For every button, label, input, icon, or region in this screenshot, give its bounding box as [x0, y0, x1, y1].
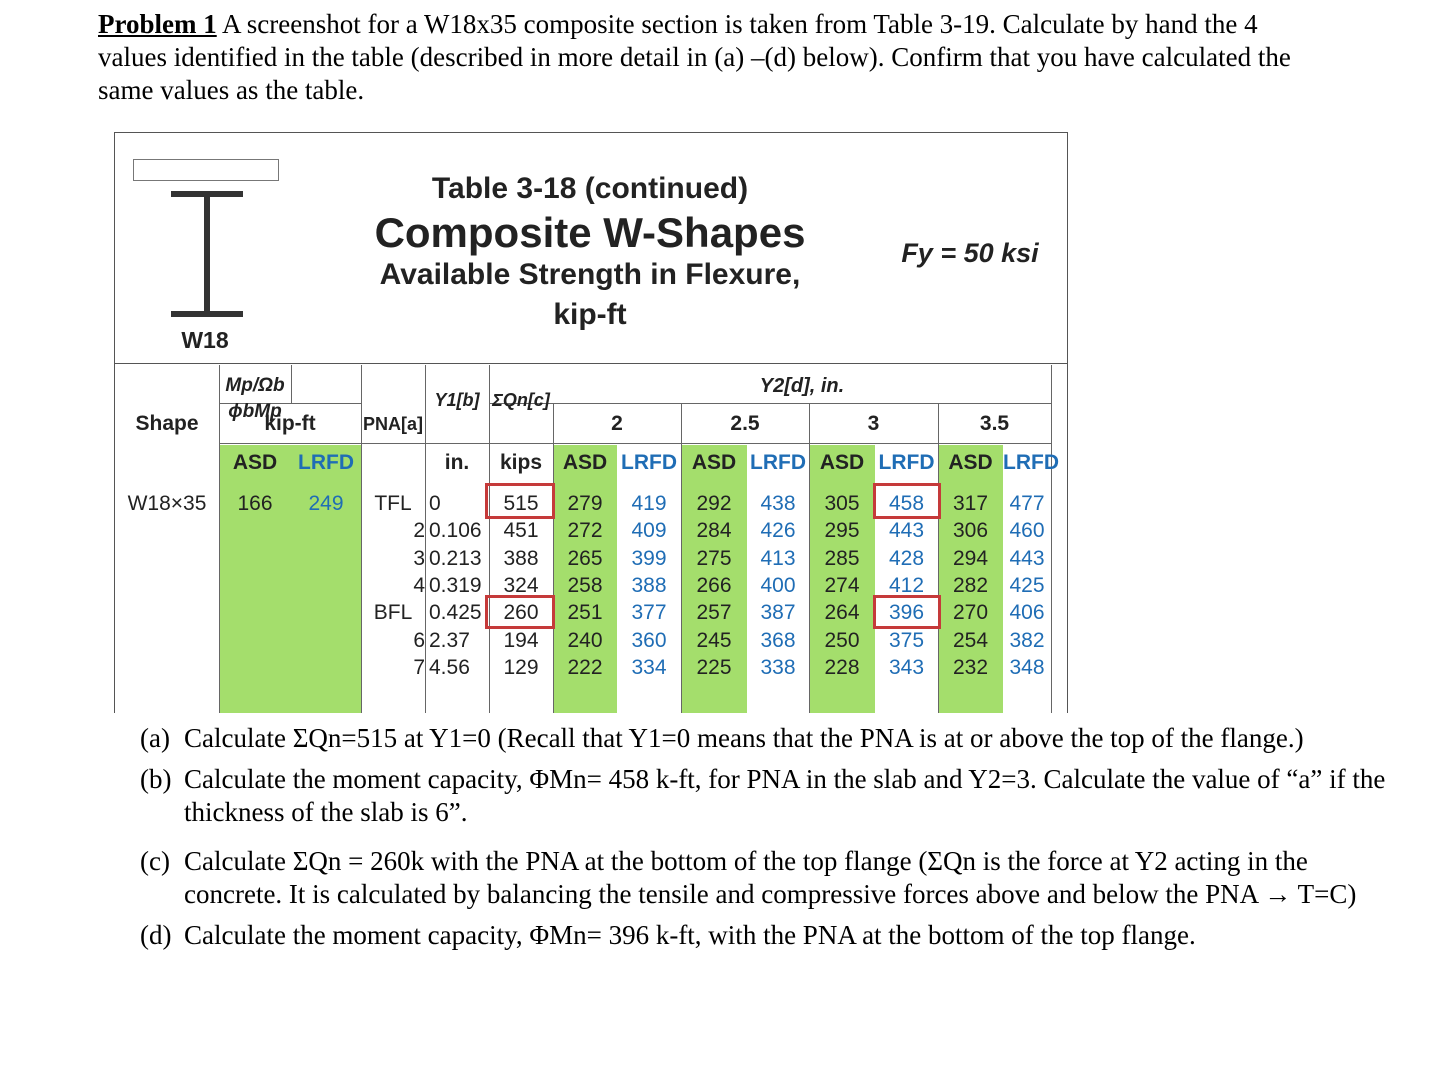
asd-value: 265 [567, 546, 603, 570]
y2-val-1: 2.5 [730, 412, 760, 435]
question-text: Calculate the moment capacity, ΦMn= 396 k-ft, with the PNA at the bottom of the top flange. [184, 920, 1196, 950]
asd-value: 266 [696, 573, 732, 597]
question-text: Calculate ΣQn = 260k with the PNA at the bottom of the top flange (ΣQn is the force at Y2 acting in the concrete. It is calculated by balancing the tensile and compressive forces above and below the PNA → T=C) [184, 846, 1357, 909]
question-text: Calculate ΣQn=515 at Y1=0 (Recall that Y1=0 means that the PNA is at or above the top of the flange.) [184, 723, 1304, 753]
lrfd-value: 396 [888, 601, 925, 625]
y2-val-0: 2 [611, 412, 623, 435]
lrfd-value: 477 [1009, 492, 1045, 515]
y1-cell: 0.319 [429, 573, 482, 597]
lrfd-value: 428 [888, 546, 925, 570]
lrfd-value: 409 [631, 519, 667, 543]
lrfd-value: 377 [631, 601, 667, 625]
lrfd-value: 338 [760, 655, 796, 679]
placeholder-box [133, 159, 279, 181]
lrfd-subheader: LRFD [878, 451, 935, 474]
asd-value: 284 [696, 519, 732, 543]
asd-value: 245 [696, 628, 732, 652]
pna-header: PNA[a] [362, 414, 423, 434]
pna-cell: 7 [413, 655, 425, 679]
intro-paragraph [98, 8, 1328, 107]
asd-value: 251 [567, 601, 603, 625]
question-label: (c) [140, 846, 170, 876]
asd-value: 272 [567, 519, 603, 543]
table-subtitle: Composite W-Shapes [374, 209, 806, 256]
table-units: kip-ft [553, 298, 627, 331]
sumqn-cell: 260 [503, 601, 539, 625]
composite-table [114, 132, 1068, 713]
asd-value: 225 [696, 655, 732, 679]
asd-subheader: ASD [948, 451, 993, 474]
lrfd-value: 426 [760, 519, 796, 543]
y1-cell: 4.56 [429, 655, 470, 679]
asd-value: 285 [824, 546, 860, 570]
asd-value: 275 [696, 546, 732, 570]
asd-value: 222 [567, 655, 603, 679]
y1-cell: 0.106 [429, 519, 482, 543]
kips-header: kips [499, 451, 543, 474]
shape-header: Shape [135, 412, 199, 435]
lrfd-value: 443 [1009, 546, 1045, 570]
lrfd-value: 343 [888, 655, 925, 679]
asd-value: 295 [824, 519, 860, 543]
sumqn-cell: 515 [503, 492, 539, 515]
lrfd-value: 368 [760, 628, 796, 652]
lrfd-value: 419 [631, 492, 667, 515]
sumqn-cell: 324 [503, 573, 539, 597]
i-beam-icon [171, 191, 243, 317]
asd-value: 279 [567, 492, 603, 515]
y2-header: Y2[d], in. [759, 375, 845, 397]
asd-value: 305 [824, 492, 860, 515]
table-title: Table 3-18 (continued) [431, 172, 749, 205]
pna-cell: BFL [373, 601, 413, 625]
sumqn-cell: 194 [503, 628, 539, 652]
sumqn-cell: 388 [503, 546, 539, 570]
question-label: (a) [140, 723, 170, 753]
shape-series: W18 [181, 327, 229, 353]
pna-cell: 2 [413, 519, 425, 543]
lrfd-value: 382 [1009, 628, 1045, 652]
fy-label: Fy = 50 ksi [901, 238, 1039, 268]
lrfd-value: 425 [1009, 573, 1045, 597]
question-item [140, 722, 1390, 755]
lrfd-value: 406 [1009, 601, 1045, 625]
y1-cell: 0.425 [429, 601, 482, 625]
asd-value: 317 [952, 492, 989, 515]
y2-val-3: 3.5 [979, 412, 1010, 435]
mp-header: Mp/Ωb ϕbMp [225, 375, 285, 422]
lrfd-value: 334 [631, 655, 667, 679]
asd-value: 232 [952, 655, 989, 679]
lrfd-value: 348 [1009, 655, 1045, 679]
pna-cell: 6 [413, 628, 425, 652]
asd-value: 257 [696, 601, 732, 625]
y1-cell: 0 [429, 492, 441, 515]
lrfd-value: 399 [631, 546, 667, 570]
kipft-header: kip-ft [264, 412, 316, 435]
question-list [140, 722, 1390, 960]
question-label: (b) [140, 764, 172, 794]
lrfd-value: 400 [760, 573, 796, 597]
asd-value: 294 [952, 546, 989, 570]
intro-text: A screenshot for a W18x35 composite section is taken from Table 3-19. Calculate by hand the 4 values identified in the table (described in more detail in (a) –(d) below). Confirm that you have calculated the same values as the table. [98, 9, 1291, 105]
header-divider [115, 363, 1067, 364]
asd-value: 228 [824, 655, 860, 679]
lrfd-subheader: LRFD [1003, 451, 1059, 474]
question-label: (d) [140, 920, 172, 950]
asd-value: 274 [824, 573, 860, 597]
asd-value: 254 [952, 628, 989, 652]
lrfd-header: LRFD [298, 451, 354, 474]
pna-cell: 4 [413, 573, 425, 597]
lrfd-value: 443 [888, 519, 925, 543]
asd-value: 258 [567, 573, 603, 597]
shape-name: W18×35 [127, 492, 207, 515]
sumqn-cell: 129 [503, 655, 539, 679]
lrfd-subheader: LRFD [750, 451, 806, 474]
asd-value: 292 [696, 492, 732, 515]
lrfd-value: 360 [631, 628, 667, 652]
mp-asd: 166 [237, 492, 273, 515]
question-text: Calculate the moment capacity, ΦMn= 458 k-ft, for PNA in the slab and Y2=3. Calculate the value of “a” if the thickness of the slab is 6”. [184, 764, 1386, 827]
asd-value: 306 [952, 519, 989, 543]
asd-value: 270 [952, 601, 989, 625]
question-item [140, 763, 1390, 829]
pna-cell: TFL [374, 492, 412, 515]
question-item [140, 919, 1390, 952]
asd-subheader: ASD [691, 451, 737, 474]
in-header: in. [444, 451, 470, 474]
lrfd-value: 375 [888, 628, 925, 652]
lrfd-value: 438 [760, 492, 796, 515]
asd-value: 282 [952, 573, 989, 597]
asd-value: 250 [824, 628, 860, 652]
table-caption: Available Strength in Flexure, [379, 258, 801, 291]
y1-cell: 0.213 [429, 546, 482, 570]
asd-subheader: ASD [562, 451, 608, 474]
lrfd-value: 413 [760, 546, 796, 570]
lrfd-value: 388 [631, 573, 667, 597]
sumqn-cell: 451 [503, 519, 539, 543]
asd-value: 264 [824, 601, 860, 625]
pna-cell: 3 [413, 546, 425, 570]
y2-val-2: 3 [867, 412, 880, 435]
sumqn-header: ΣQn[c] [492, 390, 550, 410]
asd-header: ASD [232, 451, 278, 474]
mp-lrfd: 249 [308, 492, 344, 515]
lrfd-value: 412 [888, 573, 925, 597]
problem-label: Problem 1 [98, 9, 217, 39]
y1-header: Y1[b] [434, 390, 480, 410]
lrfd-value: 460 [1009, 519, 1045, 543]
lrfd-value: 387 [760, 601, 796, 625]
question-item [140, 845, 1390, 911]
asd-value: 240 [567, 628, 603, 652]
lrfd-subheader: LRFD [621, 451, 677, 474]
lrfd-value: 458 [888, 492, 925, 515]
asd-subheader: ASD [819, 451, 865, 474]
y1-cell: 2.37 [429, 628, 470, 652]
